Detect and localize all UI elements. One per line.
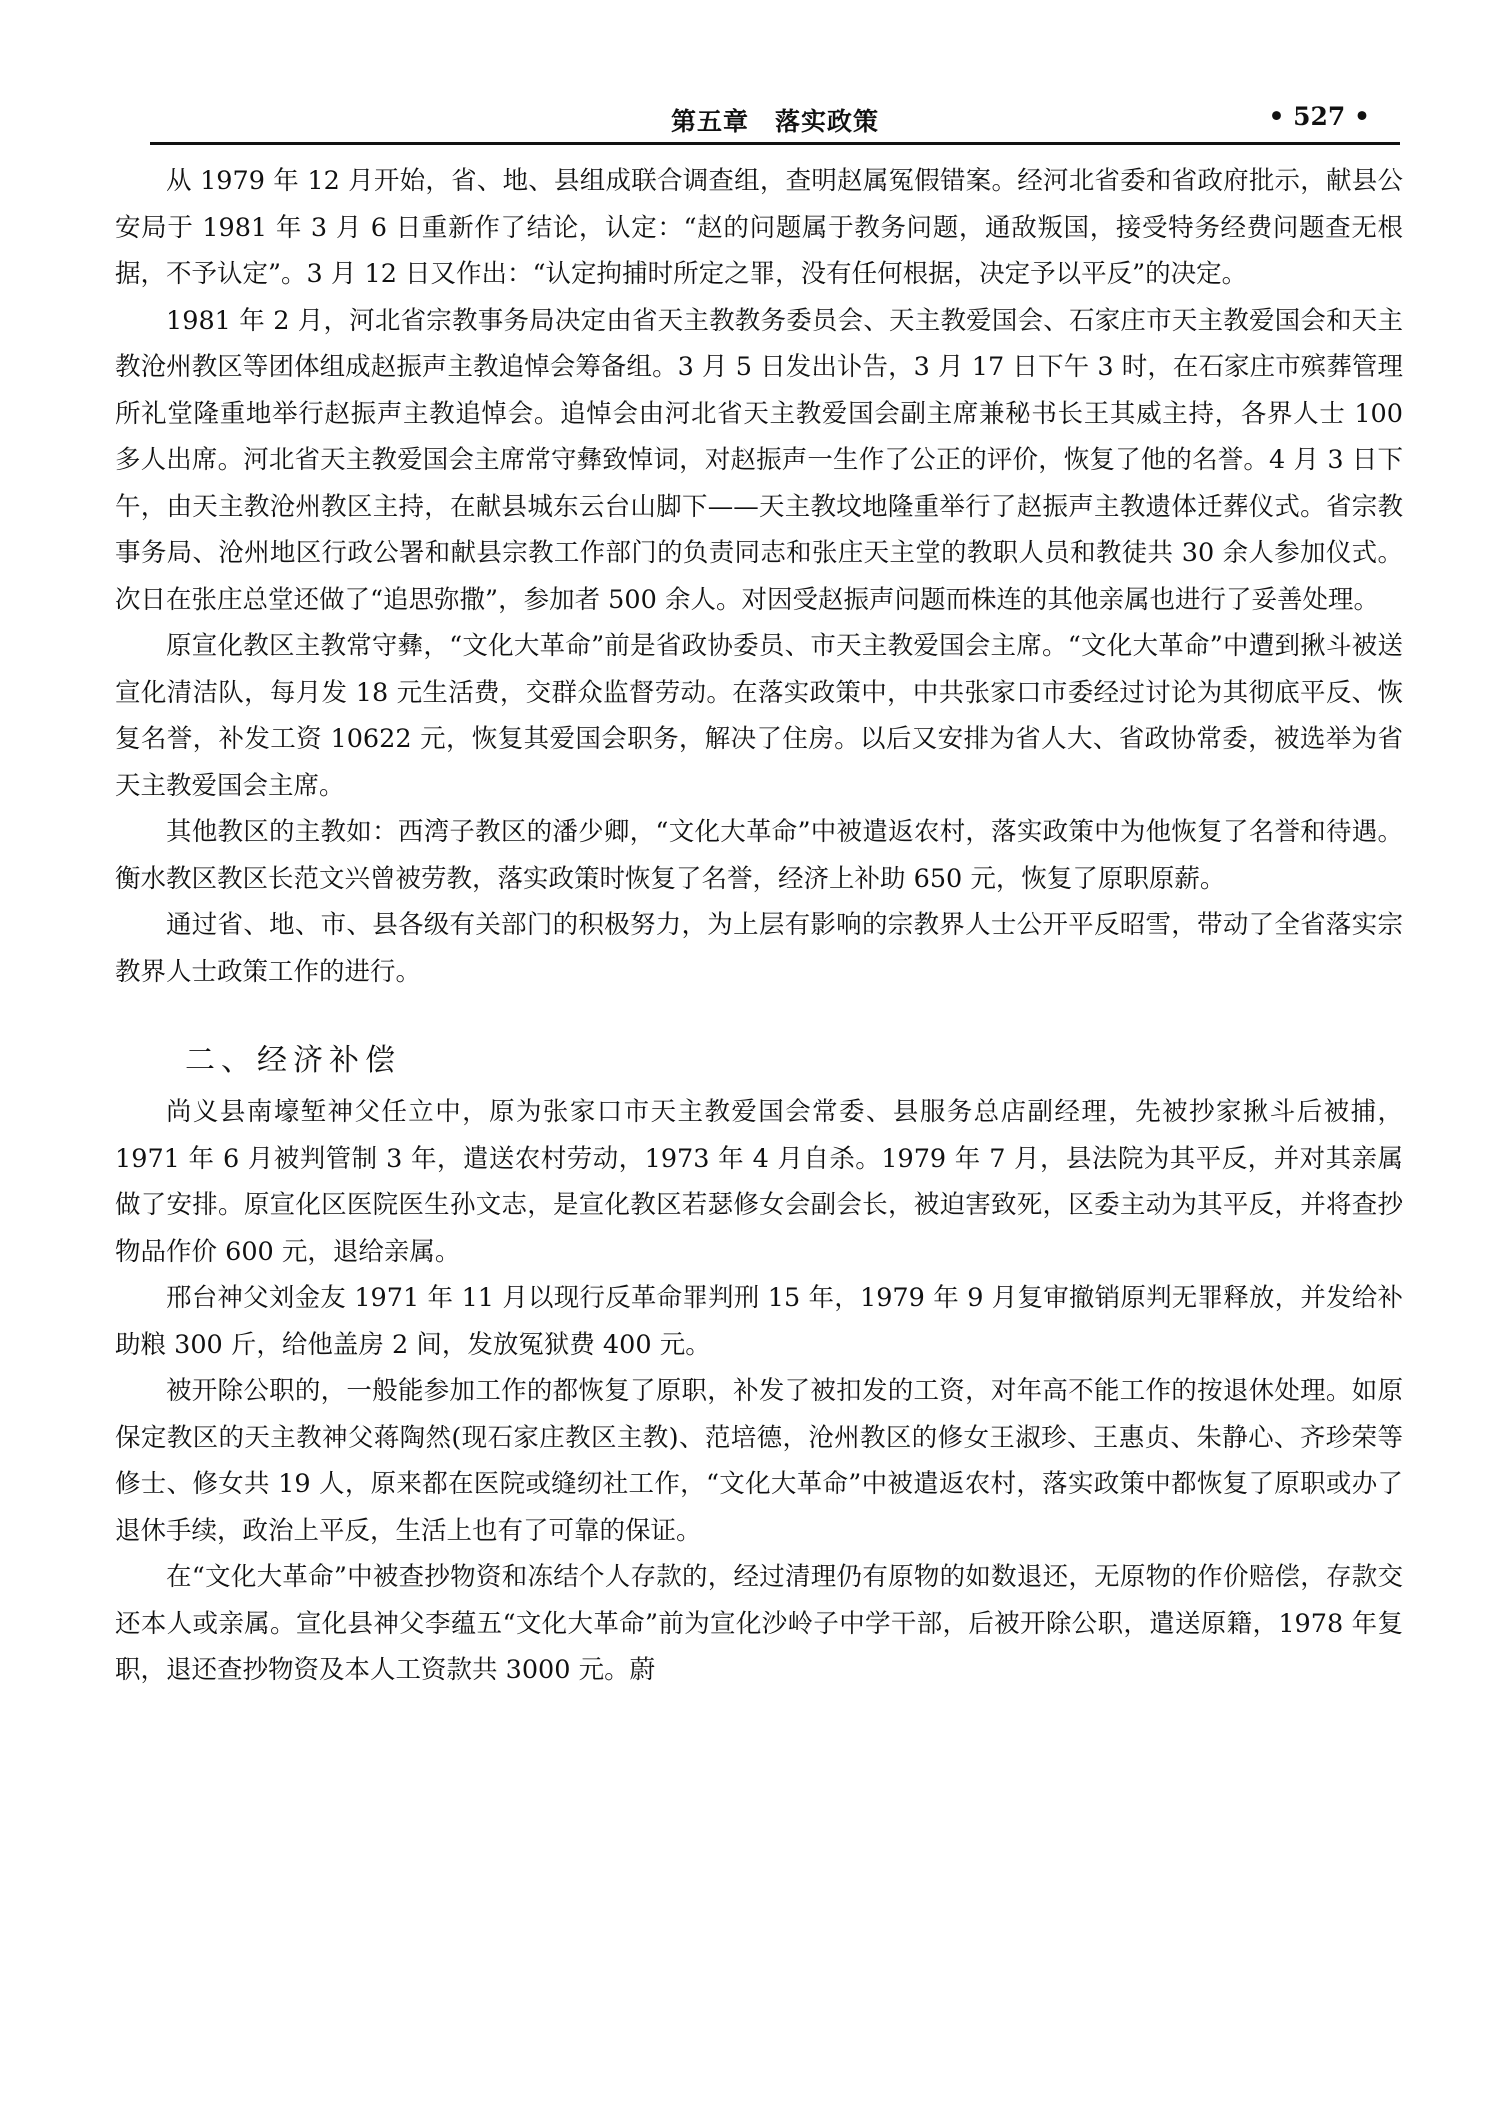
chapter-title: 第五章 落实政策 — [670, 107, 879, 136]
paragraph: 原宣化教区主教常守彝，“文化大革命”前是省政协委员、市天主教爱国会主席。“文化大革命”中遭到揪斗被送宣化清洁队，每月发 18 元生活费，交群众监督劳动。在落实政策中，中共张家口市委经过讨论为其彻底平反、恢复名誉，补发工资 10622 元，恢复其爱国会职务，解决了住房。以后又安排为省人大、省政协常委，被选举为省天主教爱国会主席。 — [115, 631, 1403, 801]
paragraph: 通过省、地、市、县各级有关部门的积极努力，为上层有影响的宗教界人士公开平反昭雪，带动了全省落实宗教界人士政策工作的进行。 — [115, 910, 1403, 987]
paragraph: 从 1979 年 12 月开始，省、地、县组成联合调查组，查明赵属冤假错案。经河北省委和省政府批示，献县公安局于 1981 年 3 月 6 日重新作了结论，认定：“赵的问题属于教务问题，通敌叛国，接受特务经费问题查无根据，不予认定”。3 月 12 日又作出：“认定拘捕时所定之罪，没有任何根据，决定予以平反”的决定。 — [115, 166, 1403, 289]
paragraph: 邢台神父刘金友 1971 年 11 月以现行反革命罪判刑 15 年，1979 年 9 月复审撤销原判无罪释放，并发给补助粮 300 斤，给他盖房 2 间，发放冤狱费 400 元。 — [115, 1283, 1403, 1360]
paragraph: 在“文化大革命”中被查抄物资和冻结个人存款的，经过清理仍有原物的如数退还，无原物的作价赔偿，存款交还本人或亲属。宣化县神父李蕴五“文化大革命”前为宣化沙岭子中学干部，后被开除公职，遣送原籍，1978 年复职，退还查抄物资及本人工资款共 3000 元。蔚 — [115, 1562, 1403, 1685]
page-number: • 527 • — [1268, 102, 1370, 131]
paragraph: 1981 年 2 月，河北省宗教事务局决定由省天主教教务委员会、天主教爱国会、石家庄市天主教爱国会和天主教沧州教区等团体组成赵振声主教追悼会筹备组。3 月 5 日发出讣告，3 月 17 日下午 3 时，在石家庄市殡葬管理所礼堂隆重地举行赵振声主教追悼会。追悼会由河北省天主教爱国会副主席兼秘书长王其威主持，各界人士 100 多人出席。河北省天主教爱国会主席常守彝致悼词，对赵振声一生作了公正的评价，恢复了他的名誉。4 月 3 日下午，由天主教沧州教区主持，在献县城东云台山脚下——天主教坟地隆重举行了赵振声主教遗体迁葬仪式。省宗教事务局、沧州地区行政公署和献县宗教工作部门的负责同志和张庄天主堂的教职人员和教徒共 30 余人参加仪式。次日在张庄总堂还做了“追思弥撒”，参加者 500 余人。对因受赵振声问题而株连的其他亲属也进行了妥善处理。 — [115, 305, 1403, 615]
body-text — [115, 158, 1403, 1694]
paragraph: 被开除公职的，一般能参加工作的都恢复了原职，补发了被扣发的工资，对年高不能工作的按退休处理。如原保定教区的天主教神父蒋陶然(现石家庄教区主教)、范培德，沧州教区的修女王淑珍、王惠贞、朱静心、齐珍荣等修士、修女共 19 人，原来都在医院或缝纫社工作，“文化大革命”中被遣返农村，落实政策中都恢复了原职或办了退休手续，政治上平反，生活上也有了可靠的保证。 — [115, 1376, 1403, 1546]
page-header — [150, 100, 1400, 145]
paragraph: 其他教区的主教如：西湾子教区的潘少卿，“文化大革命”中被遣返农村，落实政策中为他恢复了名誉和待遇。衡水教区教区长范文兴曾被劳教，落实政策时恢复了名誉，经济上补助 650 元，恢复了原职原薪。 — [115, 817, 1403, 894]
paragraph: 尚义县南壕堑神父任立中，原为张家口市天主教爱国会常委、县服务总店副经理，先被抄家揪斗后被捕，1971 年 6 月被判管制 3 年，遣送农村劳动，1973 年 4 月自杀。1979 年 7 月，县法院为其平反，并对其亲属做了安排。原宣化区医院医生孙文志，是宣化教区若瑟修女会副会长，被迫害致死，区委主动为其平反，并将查抄物品作价 600 元，退给亲属。 — [115, 1097, 1403, 1267]
section-heading: 二、经济补偿 — [185, 1043, 401, 1078]
